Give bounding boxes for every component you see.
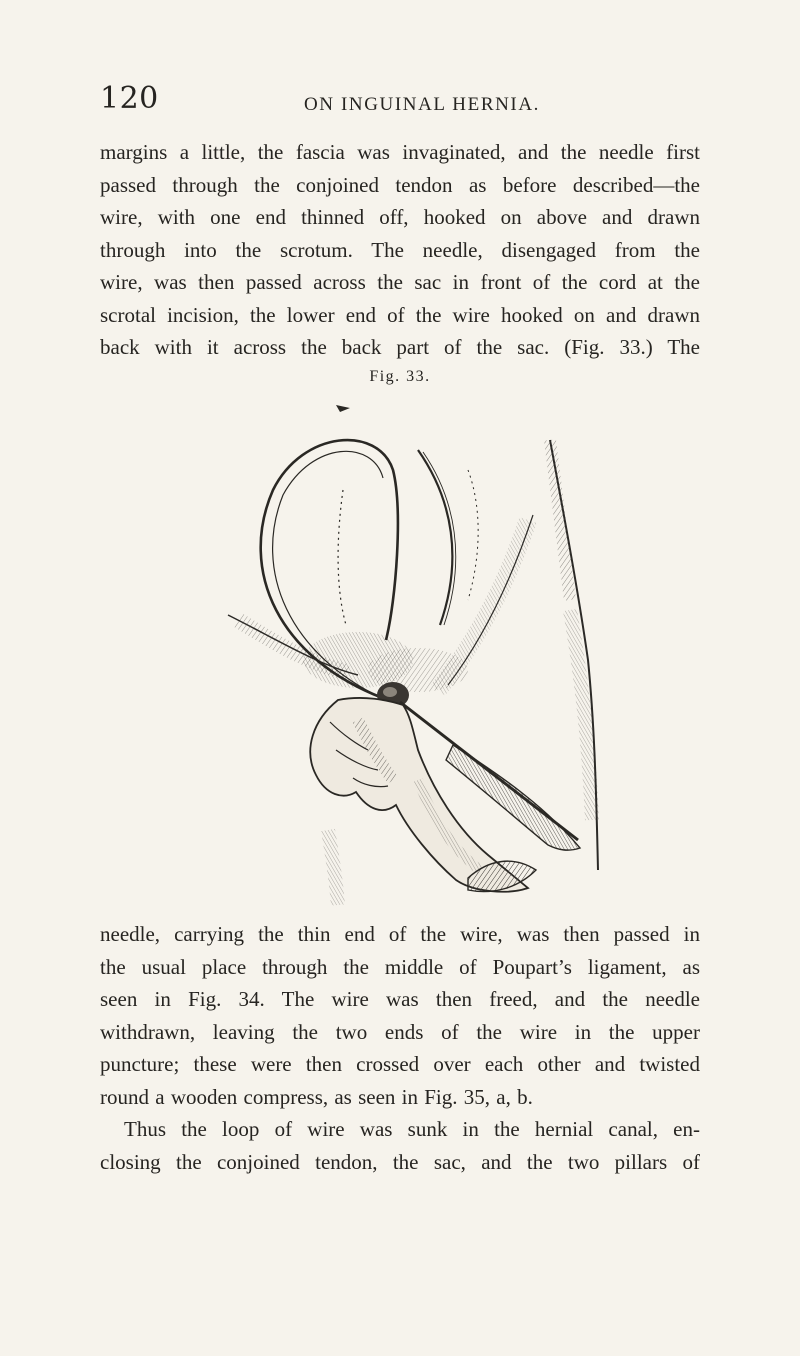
running-head: ON INGUINAL HERNIA. [303,94,541,115]
figure-illustration [218,400,618,910]
text-line: wire, was then passed across the sac in front of the cord at the [100,270,700,294]
text-line: needle, carrying the thin end of the wire, was then passed in [100,922,700,946]
text-line: Thus the loop of wire was sunk in the hernial canal, en- [124,1117,700,1141]
surgical-engraving [218,400,618,910]
text-line: closing the conjoined tendon, the sac, and the two pillars of [100,1149,700,1174]
text-line: round a wooden compress, as seen in Fig. 35, a, b. [100,1084,533,1109]
text-line: back with it across the back part of the sac. (Fig. 33.) The [100,335,700,359]
text-line: through into the scrotum. The needle, disengaged from the [100,237,700,262]
text-line: passed through the conjoined tendon as before described—the [100,172,700,197]
paragraph-bottom [100,918,700,1178]
text-line: puncture; these were then crossed over each other and twisted [100,1052,700,1076]
text-line: withdrawn, leaving the two ends of the wire in the upper [100,1019,700,1044]
text-line: seen in Fig. 34. The wire was then freed, and the needle [100,987,700,1011]
text-line: scrotal incision, the lower end of the wire hooked on and drawn [100,302,700,327]
figure-caption: Fig. 33. [369,368,431,385]
text-line: margins a little, the fascia was invaginated, and the needle first [100,140,700,164]
text-line: the usual place through the middle of Poupart’s ligament, as [100,954,700,979]
text-line: wire, with one end thinned off, hooked on above and drawn [100,205,700,229]
page-number: 120 [100,81,159,116]
paragraph-top [100,136,700,364]
